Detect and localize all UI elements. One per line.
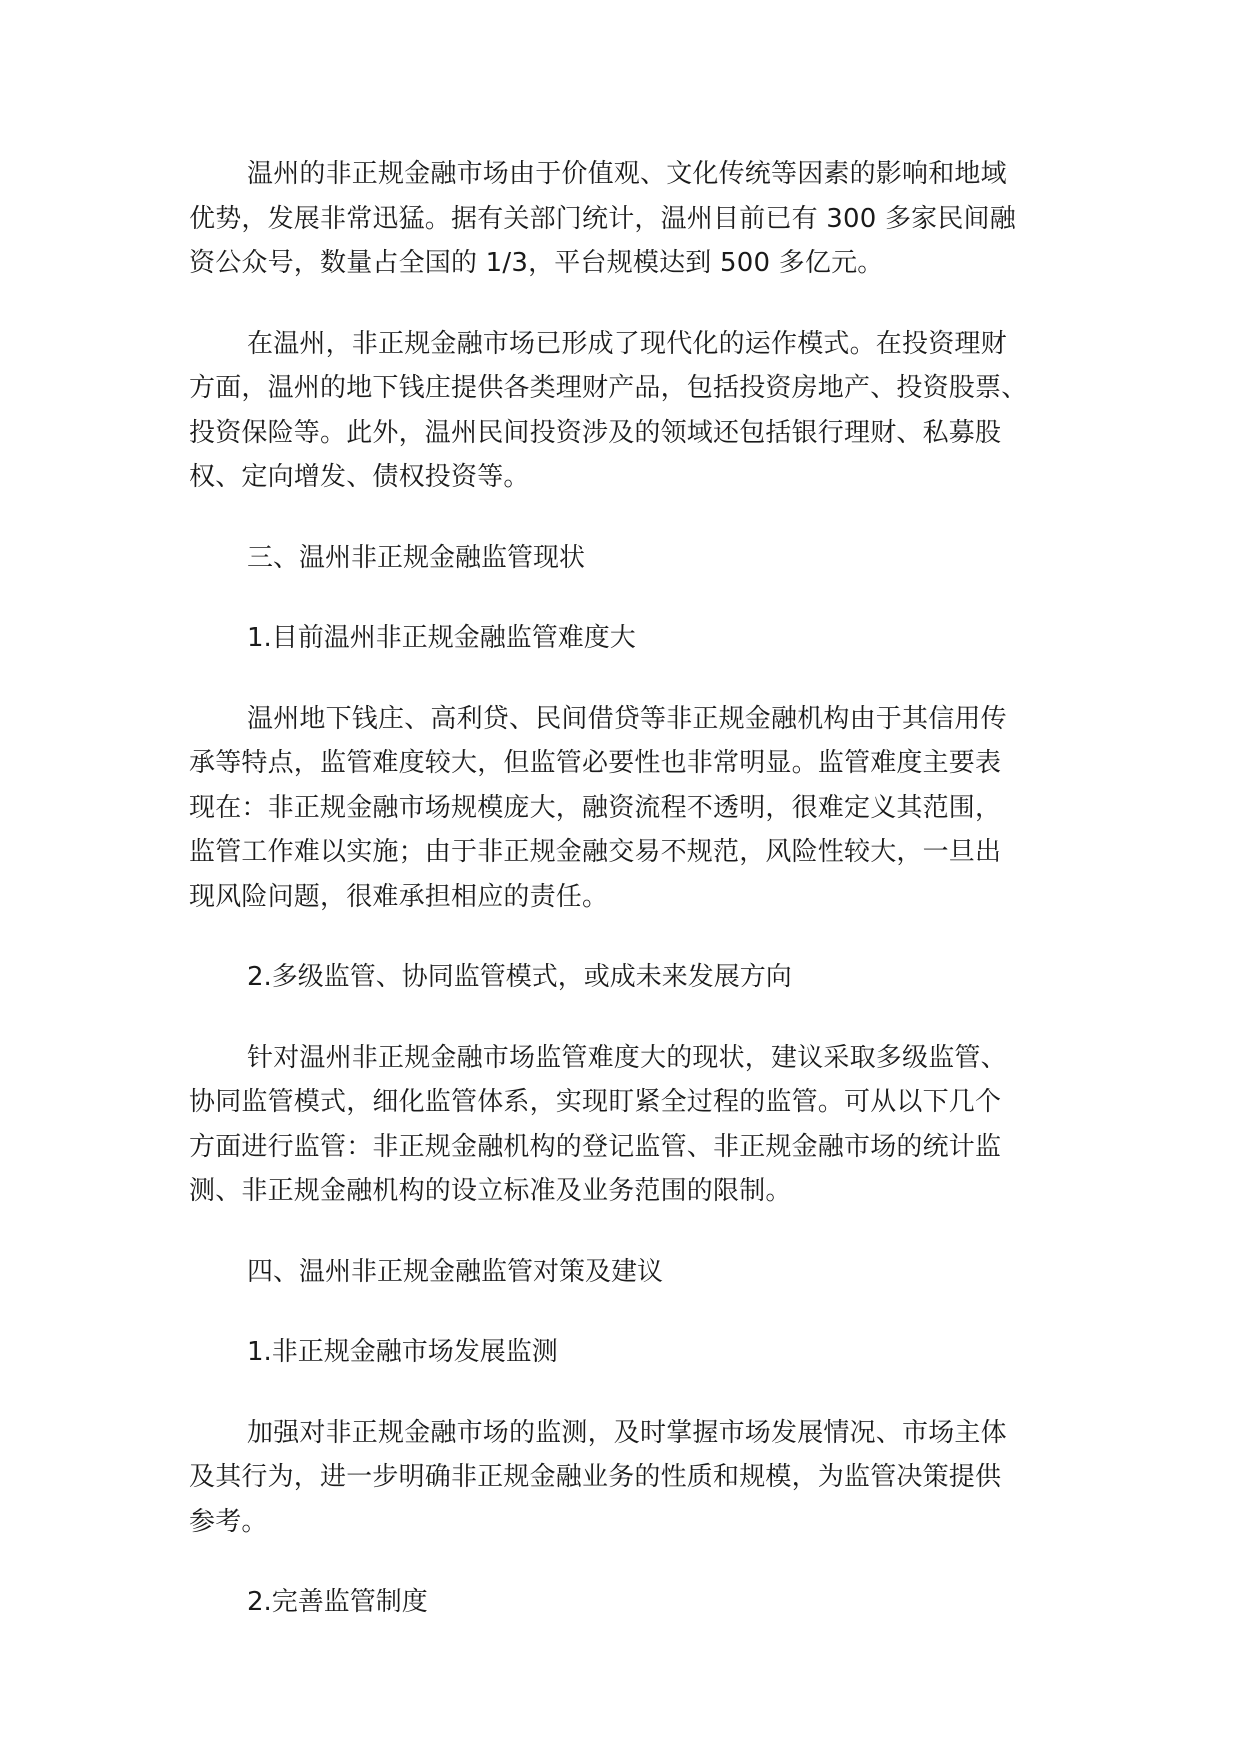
paragraph-line: 温州地下钱庄、高利贷、民间借贷等非正规金融机构由于其信用传 <box>247 703 1007 734</box>
paragraph-line: 及其行为，进一步明确非正规金融业务的性质和规模，为监管决策提供 <box>189 1462 1002 1492</box>
paragraph-line: 现在：非正规金融市场规模庞大，融资流程不透明，很难定义其范围， <box>189 792 1002 823</box>
paragraph-market-monitoring <box>189 1411 1069 1545</box>
paragraph-line: 现风险问题，很难承担相应的责任。 <box>189 881 609 912</box>
paragraph-line: 参考。 <box>189 1506 268 1537</box>
subsection-heading-3-1: 1.目前温州非正规金融监管难度大 <box>247 623 636 653</box>
paragraph-line: 投资保险等。此外，温州民间投资涉及的领域还包括银行理财、私募股 <box>189 417 1002 448</box>
paragraph-line: 资公众号，数量占全国的 1/3，平台规模达到 500 多亿元。 <box>189 248 884 278</box>
section-heading-3: 三、温州非正规金融监管现状 <box>247 542 586 573</box>
paragraph-line: 方面，温州的地下钱庄提供各类理财产品，包括投资房地产、投资股票、 <box>189 373 1028 403</box>
paragraph-line: 权、定向增发、债权投资等。 <box>189 462 530 492</box>
paragraph-line: 优势，发展非常迅猛。据有关部门统计，温州目前已有 300 多家民间融 <box>189 203 1016 234</box>
paragraph-regulation-difficulty <box>189 697 1069 920</box>
paragraph-multilevel-regulation <box>189 1036 1069 1214</box>
paragraph-market-overview <box>189 152 1069 286</box>
subsection-heading-4-2: 2.完善监管制度 <box>247 1587 428 1617</box>
document-page <box>189 152 1069 1661</box>
paragraph-line: 加强对非正规金融市场的监测，及时掌握市场发展情况、市场主体 <box>247 1417 1007 1448</box>
paragraph-line: 方面进行监管：非正规金融机构的登记监管、非正规金融市场的统计监 <box>189 1131 1002 1162</box>
subsection-heading-4-1: 1.非正规金融市场发展监测 <box>247 1337 558 1367</box>
paragraph-line: 在温州，非正规金融市场已形成了现代化的运作模式。在投资理财 <box>247 328 1007 359</box>
subsection-heading-3-2: 2.多级监管、协同监管模式，或成未来发展方向 <box>247 962 792 992</box>
paragraph-line: 测、非正规金融机构的设立标准及业务范围的限制。 <box>189 1176 792 1206</box>
paragraph-operation-mode <box>189 322 1069 500</box>
paragraph-line: 承等特点，监管难度较大，但监管必要性也非常明显。监管难度主要表 <box>189 748 1002 778</box>
section-heading-4: 四、温州非正规金融监管对策及建议 <box>247 1256 664 1287</box>
paragraph-line: 针对温州非正规金融市场监管难度大的现状，建议采取多级监管、 <box>247 1042 1007 1073</box>
paragraph-line: 协同监管模式，细化监管体系，实现盯紧全过程的监管。可从以下几个 <box>189 1087 1002 1117</box>
paragraph-line: 温州的非正规金融市场由于价值观、文化传统等因素的影响和地域 <box>247 159 1007 189</box>
paragraph-line: 监管工作难以实施；由于非正规金融交易不规范，风险性较大，一旦出 <box>189 837 1002 867</box>
